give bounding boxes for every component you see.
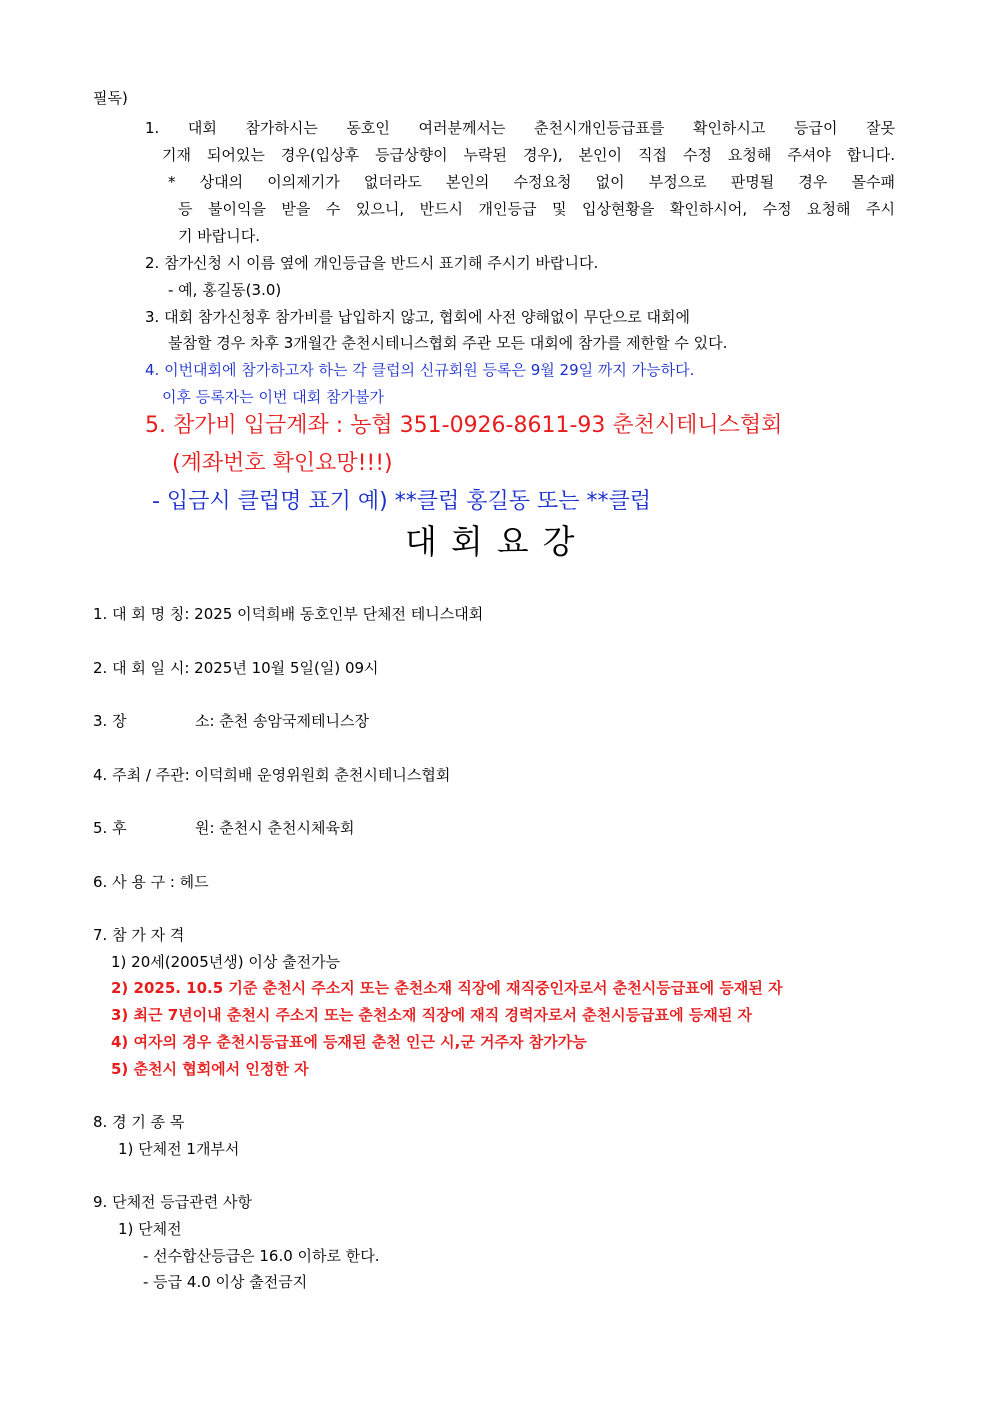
outline-venue-value: 소: 춘천 송암국제테니스장 [195, 712, 369, 730]
notice-item-1-note-1: * 상대의 이의제기가 없더라도 본인의 수정요청 없이 부정으로 판명될 경우 몰수패 [168, 173, 895, 191]
notice-item-5-account: 5. 참가비 입금계좌 : 농협 351-0926-8611-93 춘천시테니스협회 [145, 413, 783, 438]
notice-item-4-line-2: 이후 등록자는 이번 대회 참가불가 [162, 388, 384, 406]
grade-sub-heading: 1) 단체전 [118, 1220, 182, 1238]
outline-eligibility-heading: 7. 참 가 자 격 [93, 926, 185, 944]
outline-sponsor-label: 5. 후 [93, 819, 127, 837]
notice-item-4-line-1: 4. 이번대회에 참가하고자 하는 각 클럽의 신규회원 등록은 9월 29일 까지 가능하다. [145, 361, 695, 379]
outline-venue-label: 3. 장 [93, 712, 127, 730]
eligibility-item: 3) 최근 7년이내 춘천시 주소지 또는 춘천소재 직장에 재직 경력자로서 춘천시등급표에 등재된 자 [111, 1006, 753, 1024]
eligibility-item: 5) 춘천시 협회에서 인정한 자 [111, 1060, 309, 1078]
notice-item-5-deposit-example: - 입금시 클럽명 표기 예) **클럽 홍길동 또는 **클럽 [152, 489, 652, 514]
notice-item-5-confirm: (계좌번호 확인요망!!!) [172, 451, 393, 476]
outline-host: 4. 주최 / 주관: 이덕희배 운영위원회 춘천시테니스협회 [93, 766, 451, 784]
eligibility-item: 4) 여자의 경우 춘천시등급표에 등재된 춘천 인근 시,군 거주자 참가가능 [111, 1033, 587, 1051]
eligibility-item: 1) 20세(2005년생) 이상 출전가능 [111, 953, 341, 971]
outline-sponsor-value: 원: 춘천시 춘천시체육회 [195, 819, 355, 837]
notice-item-3-line-2: 불참할 경우 차후 3개월간 춘천시테니스협회 주관 모든 대회에 참가를 제한할 수 있다. [168, 334, 728, 352]
notice-item-1-line-2: 기재 되어있는 경우(입상후 등급상향이 누락된 경우), 본인이 직접 수정 요청해 주셔야 합니다. [162, 146, 895, 164]
notice-item-3-line-1: 3. 대회 참가신청후 참가비를 납입하지 않고, 협회에 사전 양해없이 무단으로 대회에 [145, 308, 690, 326]
outline-grade-heading: 9. 단체전 등급관련 사항 [93, 1193, 253, 1211]
outline-date: 2. 대 회 일 시: 2025년 10월 5일(일) 09시 [93, 659, 379, 677]
grade-rule: - 등급 4.0 이상 출전금지 [143, 1273, 308, 1291]
notice-item-1-note-2: 등 불이익을 받을 수 있으니, 반드시 개인등급 및 입상현황을 확인하시어, 수정 요청해 주시 [178, 200, 895, 218]
events-item: 1) 단체전 1개부서 [118, 1140, 240, 1158]
notice-item-1-line-1: 1. 대회 참가하시는 동호인 여러분께서는 춘천시개인등급표를 확인하시고 등급이 잘못 [145, 119, 895, 137]
notice-heading: 필독) [93, 89, 128, 107]
page-title: 대회요강 [405, 522, 589, 561]
notice-item-2: 2. 참가신청 시 이름 옆에 개인등급을 반드시 표기해 주시기 바랍니다. [145, 254, 599, 272]
outline-events-heading: 8. 경 기 종 목 [93, 1113, 185, 1131]
eligibility-item: 2) 2025. 10.5 기준 춘천시 주소지 또는 춘천소재 직장에 재직중인자로서 춘천시등급표에 등재된 자 [111, 979, 783, 997]
outline-name: 1. 대 회 명 칭: 2025 이덕희배 동호인부 단체전 테니스대회 [93, 605, 484, 623]
grade-rule: - 선수합산등급은 16.0 이하로 한다. [143, 1247, 380, 1265]
outline-ball: 6. 사 용 구 : 헤드 [93, 873, 209, 891]
notice-item-2-example: - 예, 홍길동(3.0) [168, 281, 282, 299]
notice-item-1-note-3: 기 바랍니다. [178, 227, 260, 245]
